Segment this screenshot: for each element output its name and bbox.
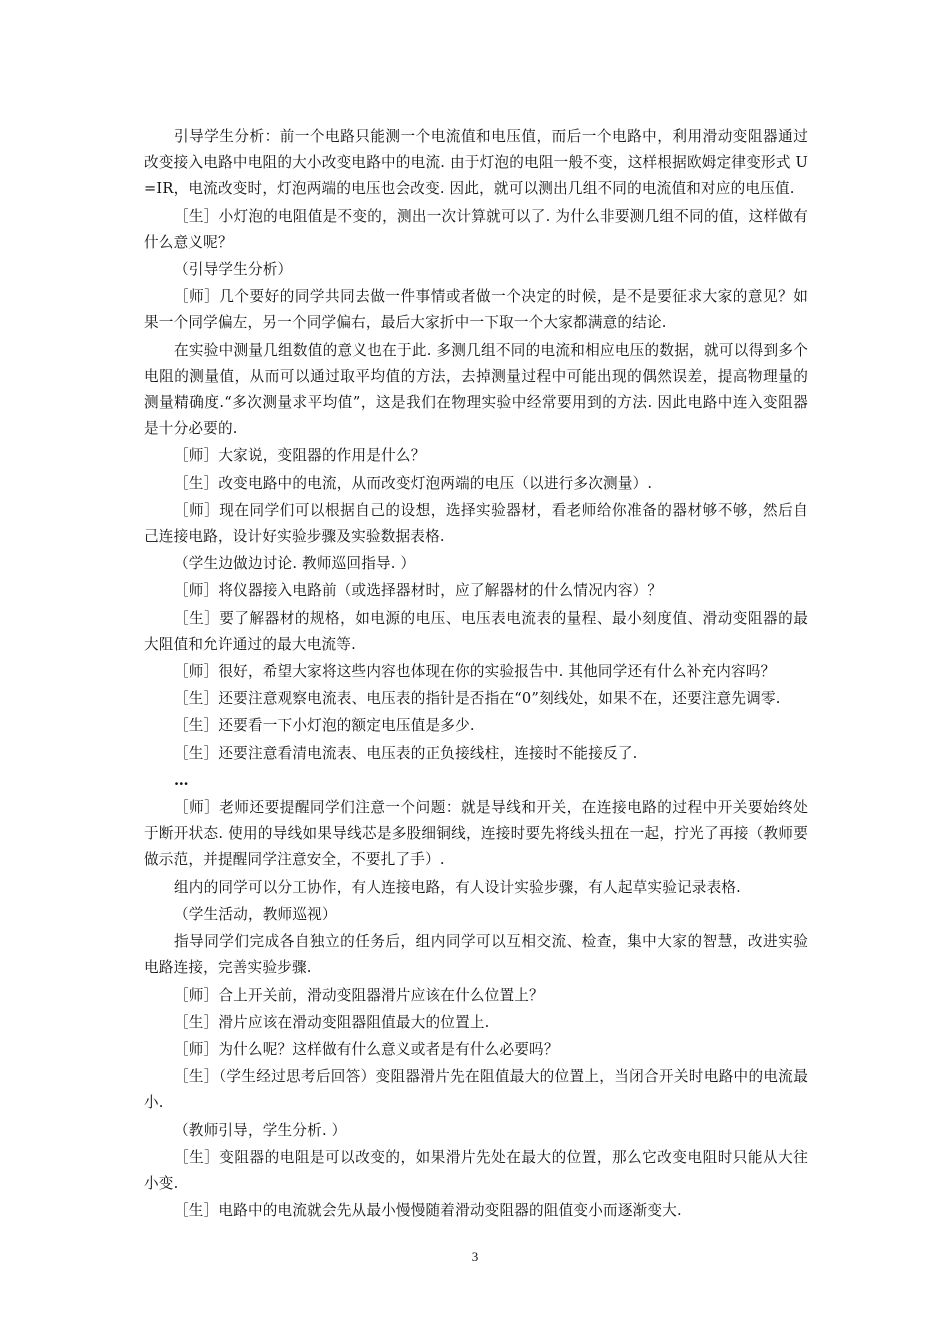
paragraph: （学生边做边讨论. 教师巡回指导. ） [174,555,416,573]
paragraph: ［生］还要看一下小灯泡的额定电压值是多少. [174,717,475,735]
paragraph: ［生］变阻器的电阻是可以改变的，如果滑片先处在最大的位置，那么它改变电阻时只能从大往小变. [144,1148,808,1192]
paragraph: ［生］（学生经过思考后回答）变阻器滑片先在阻值最大的位置上，当闭合开关时电路中的电流最小. [144,1068,808,1112]
paragraph: ［师］合上开关前，滑动变阻器滑片应该在什么位置上？ [174,986,544,1004]
paragraph: ［生］电路中的电流就会先从最小慢慢随着滑动变阻器的阻值变小而逐渐变大. [174,1202,682,1220]
document-body [144,124,808,1225]
paragraph: ［生］小灯泡的电阻值是不变的，测出一次计算就可以了. 为什么非要测几组不同的值，这样做有什么意义呢？ [144,207,808,251]
paragraph: ［师］将仪器接入电路前（或选择器材时，应了解器材的什么情况内容）？ [174,582,663,600]
paragraph: ［师］现在同学们可以根据自己的设想，选择实验器材，看老师给你准备的器材够不够，然后自己连接电路，设计好实验步骤及实验数据表格. [144,501,808,546]
paragraph: ［生］要了解器材的规格，如电源的电压、电压表电流表的量程、最小刻度值、滑动变阻器的最大阻值和允许通过的最大电流等. [144,609,808,653]
paragraph: ［师］老师还要提醒同学们注意一个问题：就是导线和开关，在连接电路的过程中开关要始终处于断开状态. 使用的导线如果导线芯是多股细铜线，连接时要先将线头扭在一起，拧光了再接（教师要做示范，并提醒同学注意安全，不要扎了手）. [144,799,808,869]
paragraph: 引导学生分析：前一个电路只能测一个电流值和电压值，而后一个电路中，利用滑动变阻器通过改变接入电路中电阻的大小改变电路中的电流. 由于灯泡的电阻一般不变，这样根据欧姆定律变形式 U=IR，电流改变时，灯泡两端的电压也会改变. 因此，就可以测出几组不同的电流值和对应的电压值. [144,128,808,198]
paragraph: 组内的同学可以分工协作，有人连接电路，有人设计实验步骤，有人起草实验记录表格. [174,878,742,896]
paragraph: ［生］还要注意看清电流表、电压表的正负接线柱，连接时不能接反了. [174,744,638,762]
paragraph: ［生］改变电路中的电流，从而改变灯泡两端的电压（以进行多次测量）. [174,474,653,492]
paragraph: ［师］为什么呢？这样做有什么意义或者是有什么必要吗？ [174,1040,559,1058]
paragraph: ［生］滑片应该在滑动变阻器阻值最大的位置上. [174,1013,490,1031]
ellipsis: … [174,771,190,789]
paragraph: 指导同学们完成各自独立的任务后，组内同学可以互相交流、检查，集中大家的智慧，改进实验电路连接，完善实验步骤. [144,933,808,977]
paragraph: ［师］几个要好的同学共同去做一件事情或者做一个决定的时候，是不是要征求大家的意见？如果一个同学偏左，另一个同学偏右，最后大家折中一下取一个大家都满意的结论. [144,288,808,332]
paragraph: （学生活动，教师巡视） [174,905,337,923]
paragraph: （引导学生分析） [174,261,293,279]
paragraph: （教师引导，学生分析. ） [174,1121,347,1139]
paragraph: ［师］很好，希望大家将这些内容也体现在你的实验报告中. 其他同学还有什么补充内容吗？ [174,663,776,681]
page-number: 3 [471,1249,479,1264]
paragraph: ［生］还要注意观察电流表、电压表的指针是否指在“0”刻线处，如果不在，还要注意先调零. [174,690,781,708]
paragraph: ［师］大家说，变阻器的作用是什么？ [174,447,426,465]
paragraph: 在实验中测量几组数值的意义也在于此. 多测几组不同的电流和相应电压的数据，就可以得到多个电阻的测量值，从而可以通过取平均值的方法，去掉测量过程中可能出现的偶然误差，提高物理量的测量精确度.“多次测量求平均值”，这是我们在物理实验中经常要用到的方法. 因此电路中连入变阻器是十分必要的. [144,341,808,438]
